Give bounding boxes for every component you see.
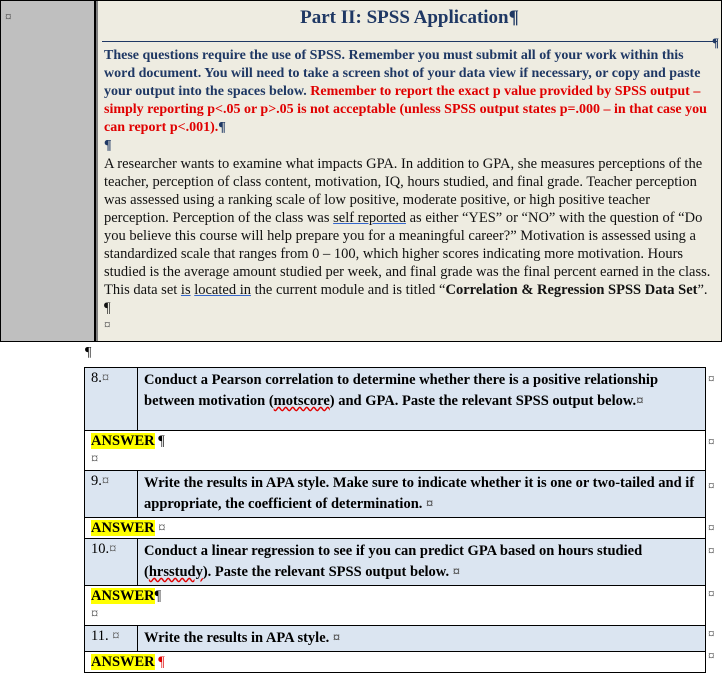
scenario-text: ”.	[697, 282, 708, 298]
pilcrow-mark: ¶	[711, 35, 719, 50]
question-text-part: Conduct a linear regression to see if you can predict GPA based on hours studied (	[144, 543, 643, 580]
answer-row-11	[85, 652, 706, 673]
cell-end-marker: ¤	[452, 564, 460, 580]
pilcrow-mark: ¶	[158, 433, 165, 449]
cell-end-marker: ¤	[112, 628, 120, 644]
part-title	[104, 1, 715, 33]
dataset-name: Correlation & Regression SPSS Data Set	[445, 282, 698, 298]
question-text	[138, 539, 706, 586]
question-text-part: ). Paste the relevant SPSS output below.	[202, 564, 453, 580]
variable-name: hrsstudy	[148, 564, 203, 580]
cell-end-marker: ¤	[158, 520, 166, 536]
pilcrow-mark: ¶	[158, 654, 165, 670]
row-end-marker: ¤	[708, 586, 715, 601]
pilcrow-mark: ¶	[104, 138, 112, 153]
cell-end-marker: ¤	[91, 606, 99, 622]
title-underline	[102, 41, 717, 42]
pilcrow-mark: ¶	[154, 588, 162, 604]
cell-end-marker: ¤	[636, 393, 644, 409]
answer-cell[interactable]	[85, 431, 706, 471]
pilcrow-mark: ¶	[85, 345, 92, 360]
row-end-marker: ¤	[708, 648, 715, 663]
question-number-text: 10.	[91, 541, 110, 557]
cell-end-marker: ¤	[109, 541, 117, 557]
scenario-text-underlined: self reported	[333, 210, 406, 226]
row-end-marker: ¤	[708, 543, 715, 558]
question-text-part: Write the results in APA style.	[144, 630, 333, 646]
question-text	[138, 368, 706, 431]
cell-end-marker: ¤	[5, 9, 12, 24]
cell-end-marker: ¤	[101, 370, 110, 386]
answer-cell[interactable]	[85, 586, 706, 626]
scenario-text-underlined: is	[180, 282, 191, 298]
part-title-text: Part II: SPSS Application	[300, 7, 509, 28]
blank-paragraph	[104, 137, 715, 155]
question-number	[85, 471, 138, 518]
variable-name: motscore	[273, 393, 330, 409]
pilcrow-mark: ¶	[104, 300, 111, 316]
question-number-text: 8.	[91, 370, 102, 386]
answer-row-8	[85, 431, 706, 471]
row-end-marker: ¤	[708, 478, 715, 493]
scenario-paragraph	[104, 155, 715, 317]
pilcrow-mark: ¶	[508, 7, 519, 28]
question-text-part: ) and GPA. Paste the relevant SPSS output below.	[329, 393, 637, 409]
question-number	[85, 626, 138, 652]
cell-end-marker: ¤	[91, 451, 99, 467]
scenario-text-underlined: located in	[194, 282, 251, 298]
answer-label: ANSWER	[91, 520, 155, 536]
answer-cell[interactable]	[85, 518, 706, 539]
pilcrow-mark: ¶	[218, 120, 226, 135]
question-row-11	[85, 626, 706, 652]
question-text	[138, 626, 706, 652]
scenario-text: as either “YES” or “NO” with the question of “Do you believe this course will help prepare you for a meaningful career?” Motivation is assessed using a standardized scale that ranges from 0 – 100, which higher scores indicating more motivation. Hours studied is the average amount studied per week, and final grade was the final percent earned in the class. This data set	[104, 210, 711, 298]
question-text-part: Write the results in APA style. Make sure to indicate whether it is one or two-tailed and if appropriate, the coefficient of determination.	[144, 475, 695, 512]
question-number-text: 9.	[91, 473, 102, 489]
margin-cell	[1, 1, 96, 341]
scenario-text: the current module and is titled “	[251, 282, 446, 298]
answer-label: ANSWER	[91, 588, 155, 604]
question-row-9	[85, 471, 706, 518]
question-row-8	[85, 368, 706, 431]
answer-label: ANSWER	[91, 654, 155, 670]
answer-cell[interactable]	[85, 652, 706, 673]
questions-table	[84, 367, 706, 673]
cell-end-marker: ¤	[104, 317, 111, 332]
scenario-text: A researcher wants to examine what impacts GPA. In addition to GPA, she measures perceptions of the teacher, perception of class content, motivation, IQ, hours studied, and final grade. Teacher perception was assessed using a ranking scale of low positive, moderate positive, or high positive teacher perception. Perception of the class was	[104, 156, 703, 226]
intro-cell[interactable]	[96, 1, 721, 341]
instructions-paragraph	[104, 47, 715, 137]
question-row-10	[85, 539, 706, 586]
row-end-marker: ¤	[708, 371, 715, 386]
question-number-text: 11.	[91, 628, 113, 644]
row-end-marker: ¤	[708, 626, 715, 641]
question-number	[85, 368, 138, 431]
answer-label: ANSWER	[91, 433, 155, 449]
question-text	[138, 471, 706, 518]
cell-end-row	[104, 317, 715, 333]
instructions-red: Remember to report the exact p value provided by SPSS output – simply reporting p<.05 or p>.05 is not acceptable (unless SPSS output states p=.000 – in that case you can report p<.001).	[104, 84, 707, 135]
cell-end-marker: ¤	[426, 496, 434, 512]
question-number	[85, 539, 138, 586]
row-end-marker: ¤	[708, 434, 715, 449]
cell-end-marker: ¤	[332, 630, 341, 646]
instructions-blue: These questions require the use of SPSS. Remember you must submit all of your work within this word document. You will need to take a screen shot of your data view if necessary, or copy and paste your output into the spaces below.	[104, 48, 701, 99]
cell-end-marker: ¤	[101, 473, 110, 489]
question-text-part: Conduct a Pearson correlation to determine whether there is a positive relationship between motivation (	[144, 372, 659, 409]
answer-row-10	[85, 586, 706, 626]
row-end-marker: ¤	[708, 520, 715, 535]
answer-row-9	[85, 518, 706, 539]
